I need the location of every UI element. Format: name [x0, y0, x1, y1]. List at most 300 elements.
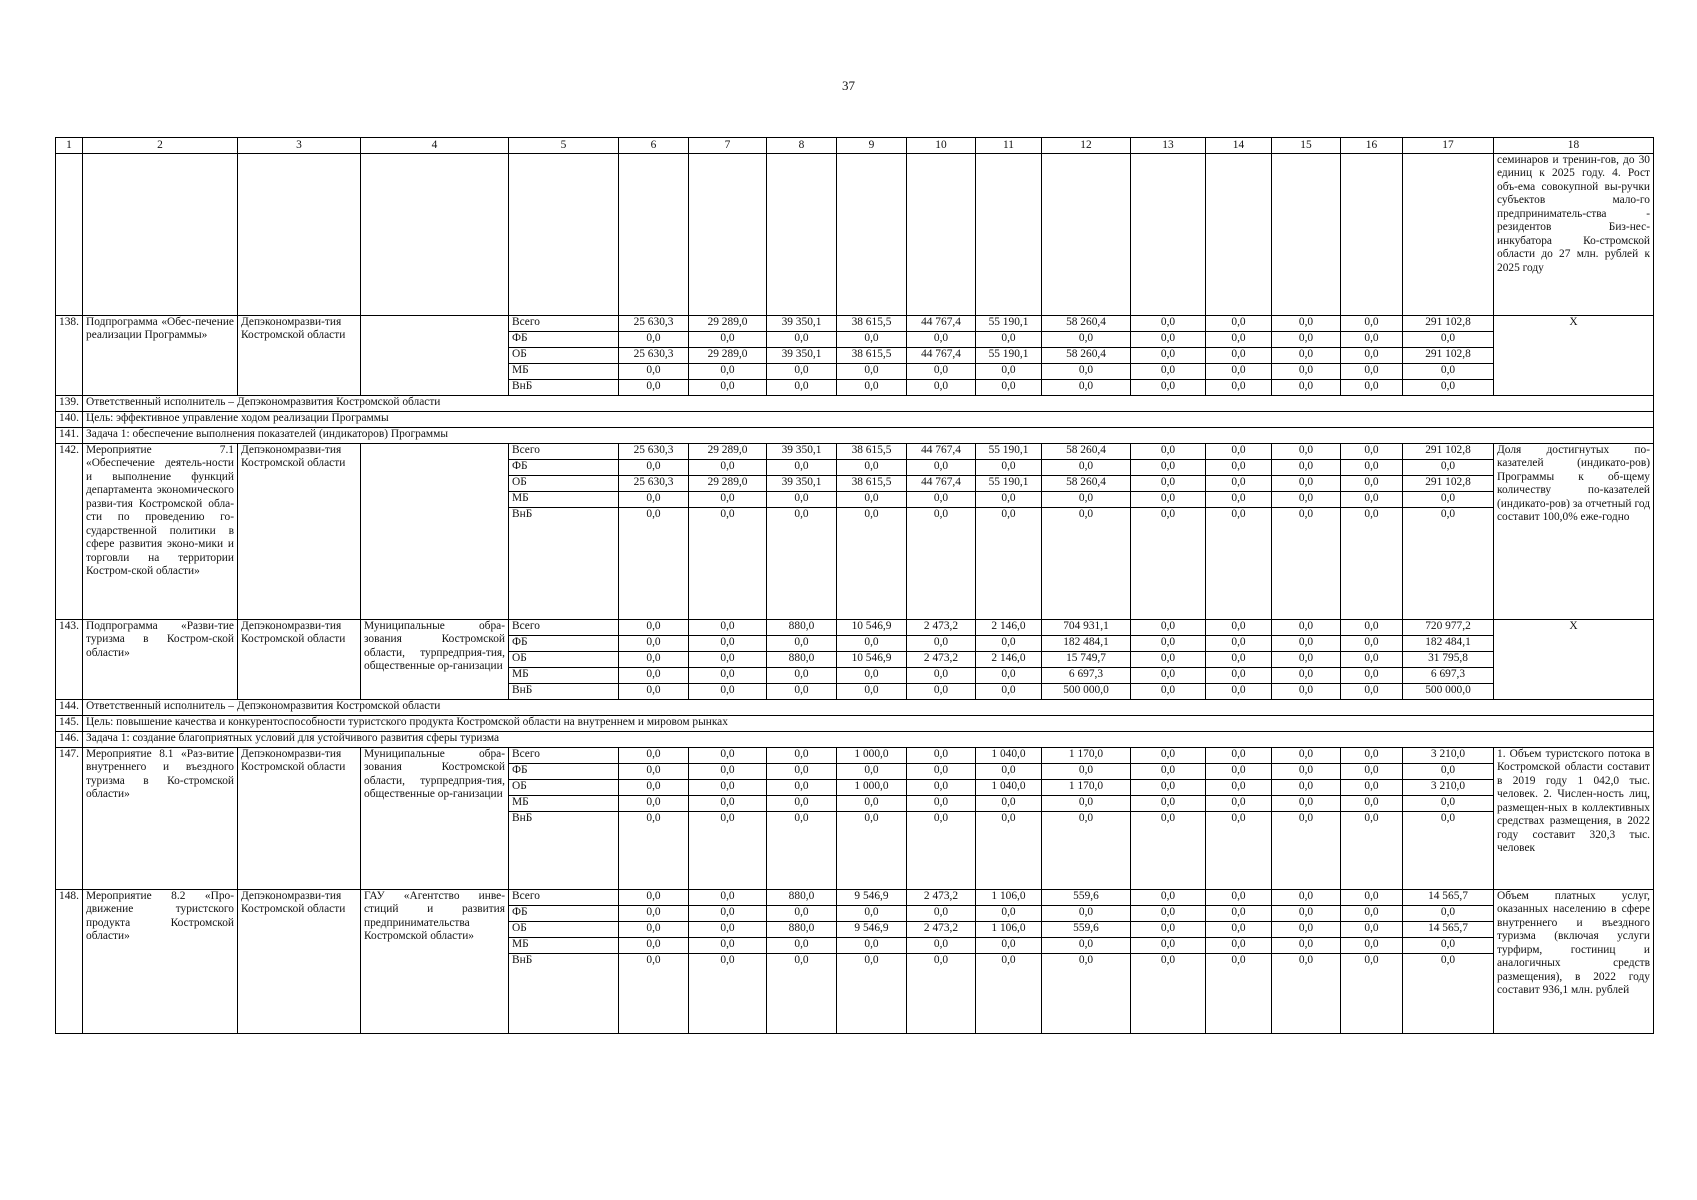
value-cell: 0,0: [1131, 938, 1206, 954]
funding-source: ВнБ: [509, 684, 619, 700]
value-cell: 0,0: [1131, 890, 1206, 906]
expected-result: 1. Объем туристского потока в Костромской области составит в 2019 году 1 042,0 тыс. человек. 2. Числен-ность лиц, размещен-ных в коллективных средствах размещения, в 2022 году составит 320,3 тыс. человек: [1494, 748, 1654, 890]
value-cell: 559,6: [1042, 922, 1131, 938]
value-cell: 0,0: [1341, 748, 1403, 764]
value-cell: 1 040,0: [976, 780, 1042, 796]
value-cell: 0,0: [1341, 780, 1403, 796]
column-header: 13: [1131, 138, 1206, 154]
funding-source: Всего: [509, 620, 619, 636]
value-cell: 0,0: [1272, 620, 1341, 636]
value-cell: 0,0: [1042, 492, 1131, 508]
value-cell: 10 546,9: [837, 652, 907, 668]
value-cell: 0,0: [1131, 508, 1206, 620]
value-cell: 0,0: [1206, 364, 1272, 380]
funding-source: МБ: [509, 796, 619, 812]
value-cell: 3 210,0: [1403, 780, 1494, 796]
value-cell: 0,0: [619, 332, 689, 348]
value-cell: 0,0: [1341, 764, 1403, 780]
value-cell: 55 190,1: [976, 316, 1042, 332]
value-cell: 55 190,1: [976, 476, 1042, 492]
value-cell: 0,0: [976, 380, 1042, 396]
value-cell: 0,0: [1042, 938, 1131, 954]
participants: [361, 316, 509, 396]
value-cell: 291 102,8: [1403, 444, 1494, 460]
value-cell: 0,0: [689, 906, 767, 922]
value-cell: 2 146,0: [976, 652, 1042, 668]
value-cell: 14 565,7: [1403, 922, 1494, 938]
value-cell: 0,0: [767, 636, 837, 652]
value-cell: 2 146,0: [976, 620, 1042, 636]
value-cell: 0,0: [1272, 922, 1341, 938]
empty-cell: [509, 154, 619, 316]
value-cell: 0,0: [837, 668, 907, 684]
value-cell: 0,0: [619, 748, 689, 764]
value-cell: 0,0: [619, 812, 689, 890]
value-cell: 0,0: [1403, 492, 1494, 508]
row-index: 143.: [56, 620, 83, 700]
value-cell: 0,0: [1131, 620, 1206, 636]
value-cell: 0,0: [907, 748, 976, 764]
row-index: 139.: [56, 396, 83, 412]
empty-cell: [1403, 154, 1494, 316]
value-cell: 0,0: [1042, 364, 1131, 380]
value-cell: 0,0: [619, 890, 689, 906]
funding-source: МБ: [509, 492, 619, 508]
funding-source: ВнБ: [509, 380, 619, 396]
value-cell: 0,0: [1206, 476, 1272, 492]
value-cell: 0,0: [907, 938, 976, 954]
value-cell: 0,0: [1206, 890, 1272, 906]
value-cell: 6 697,3: [1042, 668, 1131, 684]
funding-source: МБ: [509, 364, 619, 380]
value-cell: 0,0: [767, 796, 837, 812]
value-cell: 0,0: [1206, 938, 1272, 954]
value-cell: 0,0: [976, 764, 1042, 780]
value-cell: 0,0: [1042, 460, 1131, 476]
value-cell: 0,0: [1272, 954, 1341, 1034]
value-cell: 880,0: [767, 652, 837, 668]
column-header: 16: [1341, 138, 1403, 154]
section-text: Цель: повышение качества и конкурентоспособности туристского продукта Костромской области на внутреннем и мировом рынках: [83, 716, 1654, 732]
value-cell: 0,0: [1131, 652, 1206, 668]
value-cell: 0,0: [976, 508, 1042, 620]
value-cell: 0,0: [907, 508, 976, 620]
empty-cell: [1341, 154, 1403, 316]
value-cell: 0,0: [1403, 380, 1494, 396]
value-cell: 0,0: [1131, 780, 1206, 796]
value-cell: 0,0: [1341, 460, 1403, 476]
row-index: 147.: [56, 748, 83, 890]
value-cell: 0,0: [1131, 332, 1206, 348]
section-row: [56, 428, 1654, 444]
value-cell: 0,0: [1206, 492, 1272, 508]
table-row: [56, 620, 1654, 636]
value-cell: 0,0: [1341, 796, 1403, 812]
value-cell: 291 102,8: [1403, 316, 1494, 332]
value-cell: 0,0: [837, 906, 907, 922]
value-cell: 0,0: [1206, 444, 1272, 460]
value-cell: 0,0: [1341, 332, 1403, 348]
funding-source: ВнБ: [509, 508, 619, 620]
value-cell: 0,0: [1131, 460, 1206, 476]
column-header: 9: [837, 138, 907, 154]
value-cell: 0,0: [767, 954, 837, 1034]
funding-source: ВнБ: [509, 954, 619, 1034]
value-cell: 39 350,1: [767, 444, 837, 460]
participants: ГАУ «Агентство инве-стиций и развития предпринимательства Костромской области»: [361, 890, 509, 1034]
empty-cell: [83, 154, 238, 316]
responsible-executor: Депэкономразви-тия Костромской области: [238, 316, 361, 396]
page-number: 37: [842, 78, 855, 93]
value-cell: 25 630,3: [619, 476, 689, 492]
value-cell: 0,0: [1341, 954, 1403, 1034]
value-cell: 0,0: [619, 780, 689, 796]
section-row: [56, 716, 1654, 732]
column-header: 5: [509, 138, 619, 154]
funding-source: Всего: [509, 890, 619, 906]
value-cell: 9 546,9: [837, 890, 907, 906]
value-cell: 880,0: [767, 890, 837, 906]
value-cell: 44 767,4: [907, 444, 976, 460]
value-cell: 0,0: [1206, 508, 1272, 620]
value-cell: 0,0: [907, 684, 976, 700]
value-cell: 0,0: [1206, 620, 1272, 636]
value-cell: 0,0: [1341, 668, 1403, 684]
table-row: [56, 748, 1654, 764]
value-cell: 0,0: [1206, 764, 1272, 780]
value-cell: 0,0: [1341, 922, 1403, 938]
value-cell: 0,0: [837, 380, 907, 396]
section-row: [56, 412, 1654, 428]
value-cell: 0,0: [976, 364, 1042, 380]
value-cell: 0,0: [1131, 316, 1206, 332]
value-cell: 0,0: [1403, 460, 1494, 476]
value-cell: 880,0: [767, 922, 837, 938]
value-cell: 58 260,4: [1042, 476, 1131, 492]
value-cell: 0,0: [689, 620, 767, 636]
participants: [361, 444, 509, 620]
funding-source: ОБ: [509, 476, 619, 492]
section-row: [56, 732, 1654, 748]
empty-cell: [837, 154, 907, 316]
funding-source: ОБ: [509, 780, 619, 796]
value-cell: 0,0: [1131, 954, 1206, 1034]
value-cell: 0,0: [837, 684, 907, 700]
value-cell: 0,0: [619, 764, 689, 780]
value-cell: 0,0: [1042, 380, 1131, 396]
row-index: 148.: [56, 890, 83, 1034]
value-cell: 720 977,2: [1403, 620, 1494, 636]
column-header: 8: [767, 138, 837, 154]
value-cell: 55 190,1: [976, 348, 1042, 364]
value-cell: 0,0: [1206, 460, 1272, 476]
empty-cell: [56, 154, 83, 316]
value-cell: 0,0: [689, 938, 767, 954]
value-cell: 0,0: [907, 812, 976, 890]
value-cell: 0,0: [1341, 508, 1403, 620]
value-cell: 0,0: [1272, 890, 1341, 906]
value-cell: 0,0: [689, 332, 767, 348]
value-cell: 0,0: [619, 652, 689, 668]
column-header: 2: [83, 138, 238, 154]
value-cell: 0,0: [1206, 922, 1272, 938]
value-cell: 0,0: [1403, 938, 1494, 954]
value-cell: 0,0: [689, 508, 767, 620]
value-cell: 0,0: [689, 460, 767, 476]
value-cell: 6 697,3: [1403, 668, 1494, 684]
value-cell: 38 615,5: [837, 316, 907, 332]
value-cell: 0,0: [837, 954, 907, 1034]
value-cell: 0,0: [1206, 348, 1272, 364]
value-cell: 0,0: [1206, 812, 1272, 890]
funding-source: ОБ: [509, 922, 619, 938]
empty-cell: [1042, 154, 1131, 316]
value-cell: 0,0: [1042, 796, 1131, 812]
value-cell: 0,0: [976, 668, 1042, 684]
responsible-executor: Депэкономразви-тия Костромской области: [238, 890, 361, 1034]
note-cell: семинаров и тренин-гов, до 30 единиц к 2025 году. 4. Рост объ-ема совокупной вы-ручки субъектов мало-го предприниматель-ства - резидентов Биз-нес-инкубатора Ко-стромской области до 27 млн. рублей к 2025 году: [1494, 154, 1654, 316]
funding-source: ОБ: [509, 348, 619, 364]
funding-source: ОБ: [509, 652, 619, 668]
responsible-executor: Депэкономразви-тия Костромской области: [238, 748, 361, 890]
value-cell: 559,6: [1042, 890, 1131, 906]
continuation-row: [56, 154, 1654, 316]
value-cell: 0,0: [1341, 380, 1403, 396]
value-cell: 0,0: [907, 460, 976, 476]
section-row: [56, 700, 1654, 716]
value-cell: 880,0: [767, 620, 837, 636]
value-cell: 0,0: [1341, 476, 1403, 492]
value-cell: 0,0: [907, 796, 976, 812]
value-cell: 1 106,0: [976, 890, 1042, 906]
budget-table: [55, 137, 1654, 1034]
value-cell: 0,0: [1042, 954, 1131, 1034]
value-cell: 0,0: [1272, 380, 1341, 396]
value-cell: 0,0: [1131, 380, 1206, 396]
row-index: 138.: [56, 316, 83, 396]
value-cell: 0,0: [689, 364, 767, 380]
participants: Муниципальные обра-зования Костромской области, турпредприя-тия, общественные ор-ганизации: [361, 748, 509, 890]
value-cell: 0,0: [1272, 668, 1341, 684]
value-cell: 0,0: [1131, 764, 1206, 780]
value-cell: 0,0: [767, 812, 837, 890]
funding-source: ФБ: [509, 332, 619, 348]
value-cell: 0,0: [1341, 348, 1403, 364]
value-cell: 291 102,8: [1403, 476, 1494, 492]
value-cell: 0,0: [767, 460, 837, 476]
value-cell: 14 565,7: [1403, 890, 1494, 906]
value-cell: 0,0: [689, 796, 767, 812]
value-cell: 0,0: [837, 812, 907, 890]
value-cell: 0,0: [689, 780, 767, 796]
value-cell: 0,0: [619, 668, 689, 684]
value-cell: 0,0: [1131, 812, 1206, 890]
section-text: Задача 1: обеспечение выполнения показателей (индикаторов) Программы: [83, 428, 1654, 444]
value-cell: 0,0: [1341, 812, 1403, 890]
value-cell: 0,0: [1403, 954, 1494, 1034]
value-cell: 38 615,5: [837, 444, 907, 460]
value-cell: 0,0: [837, 460, 907, 476]
row-index: 141.: [56, 428, 83, 444]
value-cell: 0,0: [689, 954, 767, 1034]
value-cell: 0,0: [689, 492, 767, 508]
value-cell: 25 630,3: [619, 444, 689, 460]
value-cell: 0,0: [1272, 444, 1341, 460]
value-cell: 0,0: [907, 906, 976, 922]
value-cell: 0,0: [1403, 764, 1494, 780]
value-cell: 0,0: [619, 922, 689, 938]
value-cell: 38 615,5: [837, 476, 907, 492]
column-header: 10: [907, 138, 976, 154]
value-cell: 0,0: [1341, 316, 1403, 332]
value-cell: 39 350,1: [767, 316, 837, 332]
value-cell: 0,0: [1206, 668, 1272, 684]
column-header: 14: [1206, 138, 1272, 154]
activity-name: Мероприятие 8.2 «Про-движение туристского продукта Костромской области»: [83, 890, 238, 1034]
value-cell: 0,0: [1272, 476, 1341, 492]
value-cell: 0,0: [1272, 364, 1341, 380]
expected-result: Х: [1494, 316, 1654, 396]
value-cell: 0,0: [767, 684, 837, 700]
value-cell: 0,0: [1206, 780, 1272, 796]
value-cell: 0,0: [837, 508, 907, 620]
value-cell: 0,0: [837, 796, 907, 812]
activity-name: Подпрограмма «Разви-тие туризма в Костром-ской области»: [83, 620, 238, 700]
value-cell: 2 473,2: [907, 922, 976, 938]
value-cell: 0,0: [1131, 476, 1206, 492]
value-cell: 0,0: [976, 460, 1042, 476]
column-header: 3: [238, 138, 361, 154]
value-cell: 0,0: [619, 620, 689, 636]
value-cell: 0,0: [837, 636, 907, 652]
value-cell: 0,0: [767, 492, 837, 508]
column-header: 4: [361, 138, 509, 154]
section-text: Ответственный исполнитель – Депэкономразвития Костромской области: [83, 700, 1654, 716]
value-cell: 0,0: [1206, 684, 1272, 700]
column-header: 1: [56, 138, 83, 154]
empty-cell: [238, 154, 361, 316]
value-cell: 0,0: [1131, 364, 1206, 380]
funding-source: МБ: [509, 668, 619, 684]
value-cell: 0,0: [1341, 364, 1403, 380]
value-cell: 0,0: [907, 332, 976, 348]
column-header: 15: [1272, 138, 1341, 154]
funding-source: ФБ: [509, 906, 619, 922]
value-cell: 0,0: [689, 922, 767, 938]
activity-name: Мероприятие 8.1 «Раз-витие внутреннего и въездного туризма в Ко-стромской области»: [83, 748, 238, 890]
column-header: 7: [689, 138, 767, 154]
column-header: 11: [976, 138, 1042, 154]
value-cell: 0,0: [619, 684, 689, 700]
value-cell: 0,0: [619, 796, 689, 812]
value-cell: 0,0: [767, 508, 837, 620]
value-cell: 291 102,8: [1403, 348, 1494, 364]
value-cell: 0,0: [689, 684, 767, 700]
responsible-executor: Депэкономразви-тия Костромской области: [238, 620, 361, 700]
table-row: [56, 444, 1654, 460]
value-cell: 0,0: [1206, 748, 1272, 764]
value-cell: 0,0: [1272, 316, 1341, 332]
value-cell: 0,0: [1131, 492, 1206, 508]
value-cell: 2 473,2: [907, 652, 976, 668]
value-cell: 0,0: [1206, 796, 1272, 812]
value-cell: 0,0: [1042, 812, 1131, 890]
value-cell: 55 190,1: [976, 444, 1042, 460]
funding-source: ФБ: [509, 636, 619, 652]
value-cell: 39 350,1: [767, 348, 837, 364]
value-cell: 0,0: [619, 954, 689, 1034]
value-cell: 29 289,0: [689, 316, 767, 332]
responsible-executor: Депэкономразви-тия Костромской области: [238, 444, 361, 620]
funding-source: Всего: [509, 316, 619, 332]
section-text: Ответственный исполнитель – Депэкономразвития Костромской области: [83, 396, 1654, 412]
value-cell: 0,0: [1272, 636, 1341, 652]
value-cell: 0,0: [1341, 684, 1403, 700]
value-cell: 10 546,9: [837, 620, 907, 636]
value-cell: 0,0: [1403, 508, 1494, 620]
value-cell: 0,0: [1272, 796, 1341, 812]
value-cell: 58 260,4: [1042, 444, 1131, 460]
row-index: 140.: [56, 412, 83, 428]
activity-name: Мероприятие 7.1 «Обеспечение деятель-ности и выполнение функций департамента экономического разви-тия Костромской обла-сти по проведению го-сударственной политики в сфере развития эконо-мики и торговли на территории Костром-ской области»: [83, 444, 238, 620]
value-cell: 1 000,0: [837, 780, 907, 796]
value-cell: 0,0: [1272, 332, 1341, 348]
value-cell: 1 040,0: [976, 748, 1042, 764]
value-cell: 182 484,1: [1403, 636, 1494, 652]
value-cell: 9 546,9: [837, 922, 907, 938]
value-cell: 0,0: [1206, 332, 1272, 348]
value-cell: 0,0: [1131, 444, 1206, 460]
value-cell: 25 630,3: [619, 316, 689, 332]
expected-result: Доля достигнутых по-казателей (индикато-ров) Программы к об-щему количеству по-казателей (индикато-ров) за отчетный год составит 100,0% еже-годно: [1494, 444, 1654, 620]
value-cell: 38 615,5: [837, 348, 907, 364]
value-cell: 0,0: [976, 812, 1042, 890]
value-cell: 0,0: [689, 748, 767, 764]
value-cell: 0,0: [976, 954, 1042, 1034]
value-cell: 0,0: [1131, 684, 1206, 700]
value-cell: 0,0: [1272, 780, 1341, 796]
value-cell: 0,0: [976, 796, 1042, 812]
value-cell: 500 000,0: [1403, 684, 1494, 700]
value-cell: 0,0: [1272, 764, 1341, 780]
value-cell: 0,0: [1341, 636, 1403, 652]
expected-result: Объем платных услуг, оказанных населению в сфере внутреннего и въездного туризма (включая услуги турфирм, гостиниц и аналогичных средств размещения), в 2022 году составит 936,1 млн. рублей: [1494, 890, 1654, 1034]
value-cell: 0,0: [976, 906, 1042, 922]
row-index: 144.: [56, 700, 83, 716]
expected-result: Х: [1494, 620, 1654, 700]
value-cell: 0,0: [689, 890, 767, 906]
value-cell: 0,0: [1131, 906, 1206, 922]
value-cell: 0,0: [1341, 890, 1403, 906]
funding-source: ФБ: [509, 764, 619, 780]
funding-source: Всего: [509, 748, 619, 764]
value-cell: 0,0: [907, 492, 976, 508]
value-cell: 0,0: [1206, 636, 1272, 652]
value-cell: 0,0: [1131, 348, 1206, 364]
empty-cell: [619, 154, 689, 316]
row-index: 142.: [56, 444, 83, 620]
table-row: [56, 316, 1654, 332]
value-cell: 0,0: [1403, 364, 1494, 380]
value-cell: 0,0: [1403, 332, 1494, 348]
value-cell: 25 630,3: [619, 348, 689, 364]
column-header: 6: [619, 138, 689, 154]
value-cell: 0,0: [1403, 812, 1494, 890]
row-index: 145.: [56, 716, 83, 732]
empty-cell: [689, 154, 767, 316]
value-cell: 0,0: [907, 364, 976, 380]
section-text: Цель: эффективное управление ходом реализации Программы: [83, 412, 1654, 428]
